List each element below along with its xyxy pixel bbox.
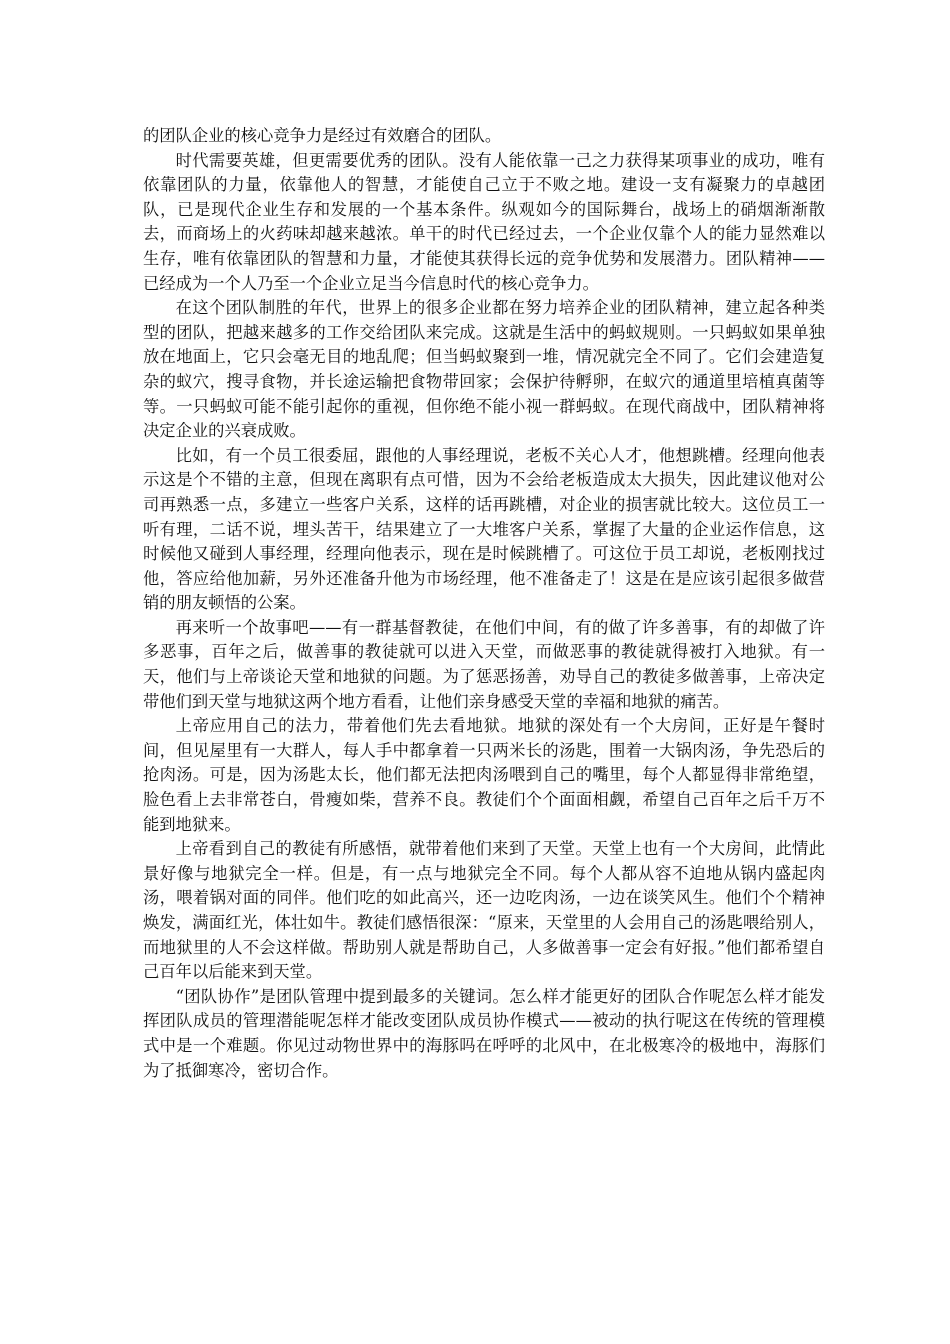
document-body <box>143 124 825 1083</box>
paragraph-8: “团队协作”是团队管理中提到最多的关键词。怎么样才能更好的团队合作呢怎么样才能发挥团队成员的管理潜能呢怎样才能改变团队成员协作模式——被动的执行呢这在传统的管理模式中是一个难题。你见过动物世界中的海豚吗在呼呼的北风中，在北极寒冷的极地中，海豚们为了抵御寒冷，密切合作。 <box>143 986 825 1080</box>
paragraph-6: 上帝应用自己的法力，带着他们先去看地狱。地狱的深处有一个大房间，正好是午餐时间，但见屋里有一大群人，每人手中都拿着一只两米长的汤匙，围着一大锅肉汤，争先恐后的抢肉汤。可是，因为汤匙太长，他们都无法把肉汤喂到自己的嘴里，每个人都显得非常绝望，脸色看上去非常苍白，骨瘦如柴，营养不良。教徒们个个面面相觑，希望自己百年之后千万不能到地狱来。 <box>143 716 825 834</box>
paragraph-3: 在这个团队制胜的年代，世界上的很多企业都在努力培养企业的团队精神，建立起各种类型的团队，把越来越多的工作交给团队来完成。这就是生活中的蚂蚁规则。一只蚂蚁如果单独放在地面上，它只会毫无目的地乱爬；但当蚂蚁聚到一堆，情况就完全不同了。它们会建造复杂的蚁穴，搜寻食物，并长途运输把食物带回家；会保护待孵卵，在蚁穴的通道里培植真菌等等。一只蚂蚁可能不能引起你的重视，但你绝不能小视一群蚂蚁。在现代商战中，团队精神将决定企业的兴衰成败。 <box>143 298 825 441</box>
paragraph-4: 比如，有一个员工很委屈，跟他的人事经理说，老板不关心人才，他想跳槽。经理向他表示这是个不错的主意，但现在离职有点可惜，因为不会给老板造成太大损失，因此建议他对公司再熟悉一点，多建立一些客户关系，这样的话再跳槽，对企业的损害就比较大。这位员工一听有理，二话不说，埋头苦干，结果建立了一大堆客户关系，掌握了大量的企业运作信息，这时候他又碰到人事经理，经理向他表示，现在是时候跳槽了。可这位于员工却说，老板刚找过他，答应给他加薪，另外还准备升他为市场经理，他不准备走了！这是在是应该引起很多做营销的朋友顿悟的公案。 <box>143 445 825 613</box>
paragraph-1: 的团队企业的核心竞争力是经过有效磨合的团队。 <box>143 126 502 145</box>
paragraph-5: 再来听一个故事吧——有一群基督教徒，在他们中间，有的做了许多善事，有的却做了许多恶事，百年之后，做善事的教徒就可以进入天堂，而做恶事的教徒就得被打入地狱。有一天，他们与上帝谈论天堂和地狱的问题。为了惩恶扬善，劝导自己的教徒多做善事，上帝决定带他们到天堂与地狱这两个地方看看，让他们亲身感受天堂的幸福和地狱的痛苦。 <box>143 617 825 711</box>
paragraph-2: 时代需要英雄，但更需要优秀的团队。没有人能依靠一己之力获得某项事业的成功，唯有依靠团队的力量，依靠他人的智慧，才能使自己立于不败之地。建设一支有凝聚力的卓越团队，已是现代企业生存和发展的一个基本条件。纵观如今的国际舞台，战场上的硝烟渐渐散去，而商场上的火药味却越来越浓。单干的时代已经过去，一个企业仅靠个人的能力显然难以生存，唯有依靠团队的智慧和力量，才能使其获得长远的竞争优势和发展潜力。团队精神——已经成为一个人乃至一个企业立足当今信息时代的核心竞争力。 <box>143 150 825 293</box>
paragraph-7: 上帝看到自己的教徒有所感悟，就带着他们来到了天堂。天堂上也有一个大房间，此情此景好像与地狱完全一样。但是，有一点与地狱完全不同。每个人都从容不迫地从锅内盛起肉汤，喂着锅对面的同伴。他们吃的如此高兴，还一边吃肉汤，一边在谈笑风生。他们个个精神焕发，满面红光，体壮如牛。教徒们感悟很深：“原来，天堂里的人会用自己的汤匙喂给别人，而地狱里的人不会这样做。帮助别人就是帮助自己，人多做善事一定会有好报。”他们都希望自己百年以后能来到天堂。 <box>143 839 825 982</box>
